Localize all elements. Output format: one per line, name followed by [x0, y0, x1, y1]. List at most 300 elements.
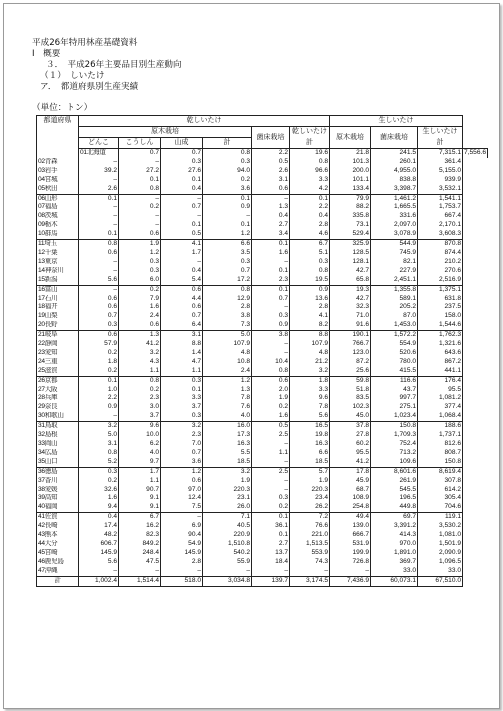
value-cell: 589.1 [371, 295, 418, 304]
value-cell: 4.3 [119, 358, 161, 367]
prefecture-cell: 31鳥取 [37, 422, 79, 431]
value-cell: 248.4 [119, 549, 161, 558]
value-cell: 0.2 [79, 477, 119, 486]
value-cell: 237.5 [418, 303, 463, 312]
value-cell: 25.6 [330, 367, 371, 376]
value-cell: 3.2 [119, 349, 161, 358]
value-cell: 540.2 [203, 549, 252, 558]
value-cell: 8.8 [161, 340, 203, 349]
table-row [37, 503, 488, 512]
prefecture-cell: 08茨城 [37, 212, 79, 221]
value-cell: 33.0 [371, 567, 418, 576]
value-cell: 36.1 [252, 522, 290, 531]
value-cell: 43.7 [371, 386, 418, 395]
value-cell: 16.5 [290, 422, 330, 431]
value-cell: – [203, 212, 252, 221]
value-cell: 0.9 [290, 285, 330, 294]
value-cell: 0.1 [203, 194, 252, 203]
value-cell: – [252, 458, 290, 467]
value-cell: 1.6 [79, 494, 119, 503]
value-cell: 305.4 [418, 494, 463, 503]
value-cell: 1,081.2 [418, 394, 463, 403]
value-cell: 2.2 [252, 149, 290, 158]
value-cell: 0.8 [79, 449, 119, 458]
value-cell: 415.5 [371, 367, 418, 376]
value-cell: 667.4 [418, 212, 463, 221]
prefecture-cell: 21岐阜 [37, 331, 79, 340]
value-cell: 3.5 [203, 249, 252, 258]
value-cell: 74.3 [290, 558, 330, 567]
value-cell: 1.4 [161, 349, 203, 358]
value-cell: 5.0 [79, 431, 119, 440]
value-cell: 369.7 [371, 558, 418, 567]
header-log-cultivation: 原木栽培 [79, 127, 252, 138]
value-cell: – [79, 203, 119, 212]
value-cell: 95.5 [418, 386, 463, 395]
value-cell: 19.8 [290, 431, 330, 440]
prefecture-cell: 44大分 [37, 540, 79, 549]
value-cell: 5.4 [161, 276, 203, 285]
table-row [37, 285, 488, 294]
value-cell: 2.3 [161, 431, 203, 440]
table-row [37, 185, 488, 194]
value-cell: 726.8 [330, 558, 371, 567]
table-row [37, 549, 488, 558]
value-cell: 3,034.8 [203, 576, 252, 586]
value-cell: 1,355.8 [371, 285, 418, 294]
value-cell: 16.0 [203, 422, 252, 431]
value-cell: 0.1 [252, 531, 290, 540]
value-cell: 0.8 [79, 240, 119, 249]
value-cell: 68.7 [330, 486, 371, 495]
value-cell: 1,514.4 [119, 576, 161, 586]
value-cell: 2.7 [252, 540, 290, 549]
value-cell: 42.7 [330, 267, 371, 276]
value-cell: 16.2 [119, 522, 161, 531]
value-cell: 0.3 [119, 258, 161, 267]
value-cell: 220.3 [203, 486, 252, 495]
value-cell: – [252, 258, 290, 267]
prefecture-cell: 25滋賀 [37, 367, 79, 376]
value-cell: 270.6 [418, 267, 463, 276]
value-cell: 0.3 [252, 312, 290, 321]
value-cell: 1,081.0 [418, 531, 463, 540]
value-cell: 2.8 [161, 558, 203, 567]
header-fresh-shiitake: 生しいたけ [330, 116, 463, 127]
value-cell: 1,544.6 [418, 321, 463, 330]
prefecture-cell: 26京都 [37, 376, 79, 385]
value-cell: 4.1 [161, 240, 203, 249]
value-cell: – [252, 477, 290, 486]
value-cell: 331.6 [371, 212, 418, 221]
prefecture-cell: 18福井 [37, 303, 79, 312]
value-cell: 0.6 [119, 321, 161, 330]
value-cell: 1,737.1 [418, 431, 463, 440]
table-row [37, 412, 488, 421]
value-cell: 0.2 [203, 176, 252, 185]
table-row [37, 230, 488, 239]
value-cell: 5.5 [203, 449, 252, 458]
header-donko: どんこ [79, 138, 119, 149]
value-cell: 0.5 [252, 422, 290, 431]
value-cell: 3.2 [161, 422, 203, 431]
value-cell: 3.4 [252, 230, 290, 239]
value-cell: 101.1 [330, 176, 371, 185]
value-cell: 1.9 [203, 477, 252, 486]
value-cell: 2.6 [252, 167, 290, 176]
value-cell: 54.9 [161, 540, 203, 549]
value-cell: 2,516.9 [418, 276, 463, 285]
value-cell: – [119, 221, 161, 230]
value-cell: 2.5 [252, 467, 290, 476]
value-cell: 1,461.2 [371, 194, 418, 203]
value-cell: 849.2 [119, 540, 161, 549]
value-cell: 0.3 [203, 158, 252, 167]
value-cell: 13.7 [252, 549, 290, 558]
value-cell: 1,096.5 [418, 558, 463, 567]
value-cell: 0.8 [290, 158, 330, 167]
value-cell: 1.1 [119, 477, 161, 486]
table-row [37, 194, 488, 203]
value-cell: 227.9 [371, 267, 418, 276]
value-cell: 116.6 [371, 376, 418, 385]
value-cell: 196.5 [371, 494, 418, 503]
value-cell: 0.3 [79, 321, 119, 330]
header-fresh-bed: 菌床栽培 [371, 127, 418, 149]
value-cell: 0.4 [290, 212, 330, 221]
value-cell: 45.9 [330, 477, 371, 486]
value-cell: 0.1 [119, 176, 161, 185]
prefecture-cell: 24三重 [37, 358, 79, 367]
prefecture-cell: 計 [37, 576, 79, 586]
value-cell: 1,023.4 [371, 412, 418, 421]
table-row [37, 558, 488, 567]
value-cell: 0.1 [203, 221, 252, 230]
value-cell: 0.7 [79, 312, 119, 321]
prefecture-cell: 12千葉 [37, 249, 79, 258]
value-cell: 8,601.6 [371, 467, 418, 476]
value-cell: 1,002.4 [79, 576, 119, 586]
value-cell: 0.5 [252, 158, 290, 167]
prefecture-cell: 14神奈川 [37, 267, 79, 276]
value-cell: 325.9 [330, 240, 371, 249]
value-cell: 2.0 [252, 386, 290, 395]
value-cell: 91.6 [330, 321, 371, 330]
value-cell: 0.4 [79, 513, 119, 522]
item-heading: （１） しいたけ [40, 71, 105, 81]
value-cell: 0.7 [161, 312, 203, 321]
value-cell: 0.6 [79, 331, 119, 340]
table-row [37, 486, 488, 495]
value-cell: 0.6 [79, 249, 119, 258]
value-cell: – [79, 212, 119, 221]
value-cell: 8.2 [290, 321, 330, 330]
prefecture-cell: 03岩手 [37, 167, 79, 176]
value-cell: – [79, 412, 119, 421]
value-cell: 1.1 [161, 367, 203, 376]
value-cell: 0.1 [161, 176, 203, 185]
value-cell: 9.7 [119, 458, 161, 467]
value-cell: 90.4 [161, 531, 203, 540]
value-cell: 4.1 [290, 312, 330, 321]
value-cell: 18.5 [203, 458, 252, 467]
prefecture-cell: 47沖縄 [37, 567, 79, 576]
value-cell: 3.1 [79, 440, 119, 449]
header-prefecture: 都道府県 [37, 116, 79, 158]
value-cell: 2,097.0 [371, 221, 418, 230]
value-cell: 3.7 [161, 403, 203, 412]
value-cell: 109.6 [371, 458, 418, 467]
value-cell: 3,532.1 [418, 185, 463, 194]
table-row [37, 358, 488, 367]
table-row [37, 431, 488, 440]
value-cell: 0.2 [252, 403, 290, 412]
value-cell: 97.0 [161, 486, 203, 495]
value-cell: 1.6 [252, 412, 290, 421]
prefecture-cell: 33岡山 [37, 440, 79, 449]
value-cell: 210.2 [418, 258, 463, 267]
value-cell: 23.4 [290, 494, 330, 503]
value-cell: 6.7 [119, 513, 161, 522]
value-cell: 26.2 [290, 503, 330, 512]
table-row [37, 240, 488, 249]
value-cell: 867.2 [418, 358, 463, 367]
header-fresh-total-b: 計 [418, 138, 463, 149]
table-row [37, 276, 488, 285]
value-cell: 87.0 [371, 312, 418, 321]
table-row [37, 303, 488, 312]
value-cell: 1.3 [252, 203, 290, 212]
value-cell: 838.8 [371, 176, 418, 185]
prefecture-cell: 20長野 [37, 321, 79, 330]
value-cell: 16.3 [203, 440, 252, 449]
value-cell: 0.4 [252, 212, 290, 221]
value-cell: 2.8 [290, 221, 330, 230]
value-cell: 48.2 [79, 531, 119, 540]
table-row [37, 540, 488, 549]
value-cell: 0.6 [161, 285, 203, 294]
value-cell: 3.8 [252, 331, 290, 340]
value-cell: 0.4 [161, 267, 203, 276]
header-yamakuzu: 山成 [161, 138, 203, 149]
value-cell: 0.2 [79, 367, 119, 376]
value-cell: 6.4 [161, 321, 203, 330]
value-cell: 614.2 [418, 486, 463, 495]
value-cell: 102.3 [330, 403, 371, 412]
value-cell: 49.4 [330, 513, 371, 522]
prefecture-cell: 45宮崎 [37, 549, 79, 558]
value-cell: 145.9 [161, 549, 203, 558]
value-cell: 0.3 [161, 412, 203, 421]
value-cell: 59.8 [330, 376, 371, 385]
prefecture-cell: 19山梨 [37, 312, 79, 321]
value-cell: 260.1 [371, 158, 418, 167]
value-cell: 7.1 [203, 513, 252, 522]
value-cell: 40.5 [203, 522, 252, 531]
value-cell: 713.2 [371, 449, 418, 458]
value-cell: 7,436.9 [330, 576, 371, 586]
table-row [37, 367, 488, 376]
value-cell: 1,510.8 [203, 540, 252, 549]
value-cell: 5.6 [290, 412, 330, 421]
prefecture-cell: 17石川 [37, 295, 79, 304]
prefecture-cell: 35山口 [37, 458, 79, 467]
value-cell: 631.8 [418, 295, 463, 304]
table-row [37, 321, 488, 330]
value-cell: 5.0 [203, 331, 252, 340]
value-cell: 0.7 [252, 295, 290, 304]
value-cell: 19.3 [330, 285, 371, 294]
value-cell: 17.4 [79, 522, 119, 531]
header-dry-shiitake: 乾しいたけ [79, 116, 330, 127]
value-cell: 520.6 [371, 349, 418, 358]
value-cell: 0.3 [119, 267, 161, 276]
value-cell: 666.7 [330, 531, 371, 540]
total-row [37, 576, 488, 586]
value-cell: – [161, 212, 203, 221]
value-cell: 123.0 [330, 349, 371, 358]
prefecture-cell: 16富山 [37, 285, 79, 294]
value-cell: 107.9 [203, 340, 252, 349]
table-row [37, 349, 488, 358]
value-cell: 939.9 [418, 176, 463, 185]
prefecture-cell: 46鹿児島 [37, 558, 79, 567]
prefecture-cell: 27大阪 [37, 386, 79, 395]
value-cell: 82.1 [371, 258, 418, 267]
value-cell: 7.3 [203, 321, 252, 330]
value-cell: 2.3 [119, 394, 161, 403]
value-cell: 0.6 [79, 295, 119, 304]
value-cell: 3,078.9 [371, 230, 418, 239]
value-cell: 0.1 [161, 386, 203, 395]
table-row [37, 258, 488, 267]
value-cell: 107.9 [290, 340, 330, 349]
value-cell: 0.7 [203, 267, 252, 276]
value-cell: 1.9 [290, 477, 330, 486]
prefecture-cell: 01北海道 [79, 149, 119, 158]
value-cell: – [79, 267, 119, 276]
value-cell: 0.6 [119, 230, 161, 239]
value-cell: 0.1 [79, 194, 119, 203]
value-cell: 150.8 [371, 422, 418, 431]
value-cell: 3.7 [119, 412, 161, 421]
value-cell: 254.8 [330, 503, 371, 512]
value-cell: 139.7 [252, 576, 290, 586]
value-cell: 377.4 [418, 403, 463, 412]
value-cell: 73.1 [330, 221, 371, 230]
value-cell: 13.6 [290, 295, 330, 304]
value-cell: 0.5 [161, 230, 203, 239]
value-cell: 1.1 [119, 367, 161, 376]
value-cell: 128.5 [330, 249, 371, 258]
table-row [37, 494, 488, 503]
table-row [37, 449, 488, 458]
value-cell: 33.0 [418, 567, 463, 576]
prefecture-cell: 39高知 [37, 494, 79, 503]
value-cell: 27.2 [119, 167, 161, 176]
value-cell: 1,572.2 [371, 331, 418, 340]
value-cell: 2.8 [203, 303, 252, 312]
value-cell: 812.6 [418, 440, 463, 449]
value-cell: 0.3 [161, 376, 203, 385]
value-cell: 200.0 [330, 167, 371, 176]
value-cell: 76.6 [290, 522, 330, 531]
value-cell: – [119, 212, 161, 221]
value-cell: 32.3 [330, 303, 371, 312]
value-cell: 17.8 [330, 467, 371, 476]
value-cell: 0.3 [161, 158, 203, 167]
prefecture-cell: 36徳島 [37, 467, 79, 476]
prefecture-cell: 15新潟 [37, 276, 79, 285]
value-cell: 6.9 [161, 522, 203, 531]
value-cell: 241.5 [371, 149, 418, 158]
value-cell: 10.0 [119, 431, 161, 440]
value-cell: 2.4 [203, 367, 252, 376]
value-cell: 0.2 [79, 349, 119, 358]
table-row [37, 331, 488, 340]
value-cell: 21.8 [330, 149, 371, 158]
value-cell: 545.5 [371, 486, 418, 495]
value-cell: 1,753.7 [418, 203, 463, 212]
value-cell: 0.2 [252, 503, 290, 512]
value-cell: 441.1 [418, 367, 463, 376]
value-cell: 997.7 [371, 394, 418, 403]
value-cell: 199.9 [330, 549, 371, 558]
value-cell: 87.2 [330, 358, 371, 367]
value-cell: 1,762.3 [418, 331, 463, 340]
value-cell: 205.2 [371, 303, 418, 312]
prefecture-cell: 34広島 [37, 449, 79, 458]
value-cell: 3,391.2 [371, 522, 418, 531]
value-cell: 41.2 [330, 458, 371, 467]
value-cell: 7.8 [203, 394, 252, 403]
value-cell: 0.6 [161, 303, 203, 312]
value-cell: 3.2 [203, 467, 252, 476]
value-cell: 4.0 [203, 412, 252, 421]
value-cell: 21.2 [290, 358, 330, 367]
value-cell: 0.6 [161, 477, 203, 486]
table-row [37, 531, 488, 540]
value-cell: 7,315.1 [418, 149, 463, 158]
value-cell: 6.6 [290, 449, 330, 458]
value-cell: 414.3 [371, 531, 418, 540]
table-heading: ア． 都道府県別生産実績 [40, 82, 139, 92]
header-fresh-total-a: 生しいたけ [418, 127, 463, 138]
value-cell: 2.5 [252, 431, 290, 440]
value-cell: 90.7 [119, 486, 161, 495]
value-cell: 0.1 [290, 194, 330, 203]
value-cell: 9.1 [119, 494, 161, 503]
value-cell: 83.5 [330, 394, 371, 403]
value-cell: 0.3 [290, 258, 330, 267]
value-cell: 3.0 [119, 403, 161, 412]
table-row [37, 440, 488, 449]
value-cell: 0.9 [203, 203, 252, 212]
value-cell: 2.4 [119, 312, 161, 321]
table-row [37, 403, 488, 412]
prefecture-cell: 07福島 [37, 203, 79, 212]
value-cell: 606.7 [79, 540, 119, 549]
value-cell: 9.1 [119, 503, 161, 512]
header-fresh-log: 原木栽培 [330, 127, 371, 149]
value-cell: 531.9 [330, 540, 371, 549]
value-cell: 2.8 [290, 303, 330, 312]
prefecture-cell: 10群馬 [37, 230, 79, 239]
value-cell: 23.1 [203, 494, 252, 503]
value-cell: 1,541.1 [418, 194, 463, 203]
value-cell: 1,068.4 [418, 412, 463, 421]
prefecture-cell: 38愛媛 [37, 486, 79, 495]
